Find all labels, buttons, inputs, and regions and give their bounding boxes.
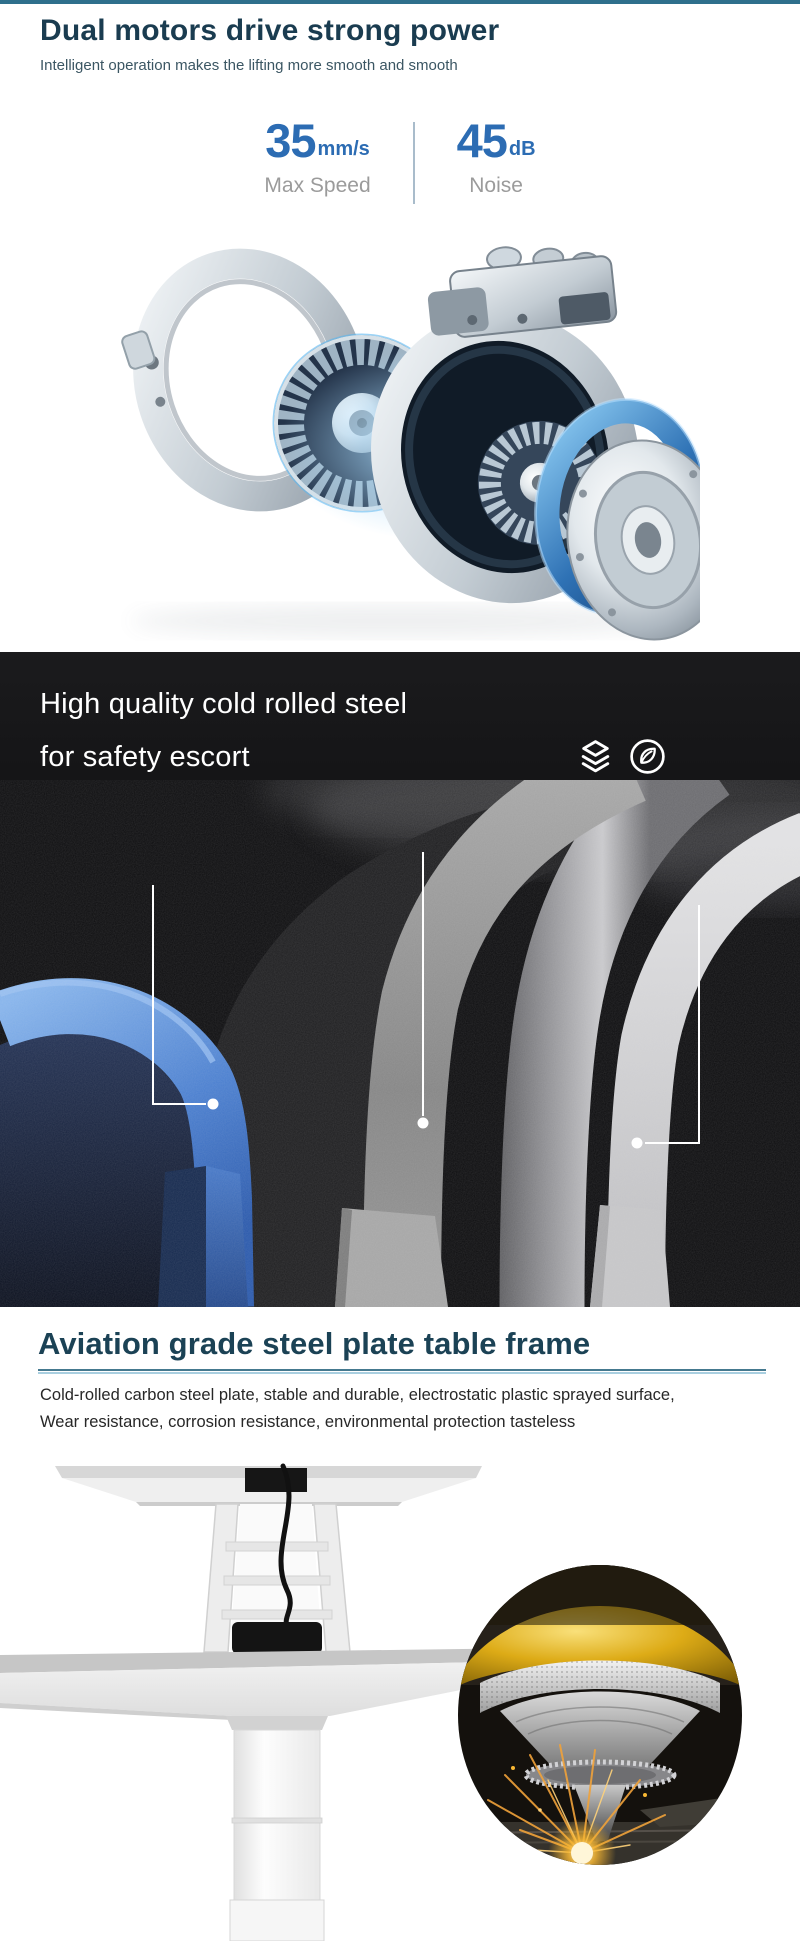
motor-stats [0, 116, 800, 204]
frame-description-line2: Wear resistance, corrosion resistance, environmental protection tasteless [40, 1413, 576, 1431]
steel-section-title [40, 678, 407, 784]
upper-tabletop [55, 1466, 482, 1506]
frame-image [0, 1450, 800, 1941]
callout-point-carbon [418, 1118, 429, 1129]
frame-section-description [40, 1382, 780, 1436]
callout-point-anticorrosion [208, 1099, 219, 1110]
stat-noise-label: Noise [469, 174, 523, 197]
callout-point-environment [632, 1138, 643, 1149]
steel-section-icons [575, 736, 668, 777]
steel-section [0, 652, 800, 1307]
grain-overlay [0, 780, 800, 1307]
motor-section-subtitle: Intelligent operation makes the lifting more smooth and smooth [40, 57, 458, 74]
control-box [232, 1622, 322, 1654]
leg-column [226, 1716, 328, 1941]
motor-gearbox [423, 236, 617, 340]
steel-layers-image [0, 780, 800, 1307]
stat-noise-value: 45 [456, 114, 507, 167]
stat-max-speed-value: 35 [265, 114, 316, 167]
frame-title-underline [38, 1369, 766, 1374]
stat-max-speed-label: Max Speed [264, 174, 371, 197]
stat-noise-unit: dB [508, 138, 536, 160]
stat-max-speed [264, 116, 370, 198]
motor-section-title: Dual motors drive strong power [40, 14, 500, 47]
frame-description-line1: Cold-rolled carbon steel plate, stable and durable, electrostatic plastic sprayed surface, [40, 1386, 675, 1404]
stats-divider [413, 122, 415, 204]
layers-icon [575, 736, 616, 777]
laser-cutting-inset [450, 1565, 750, 1887]
eco-leaf-icon [627, 736, 668, 777]
stat-max-speed-unit: mm/s [317, 138, 370, 160]
steel-title-line1: High quality cold rolled steel [40, 688, 408, 720]
stat-noise [457, 116, 536, 198]
steel-title-line2: for safety escort [40, 741, 250, 773]
motor-exploded-image [100, 205, 700, 645]
frame-section-title: Aviation grade steel plate table frame [38, 1326, 591, 1361]
top-accent-bar [0, 0, 800, 4]
